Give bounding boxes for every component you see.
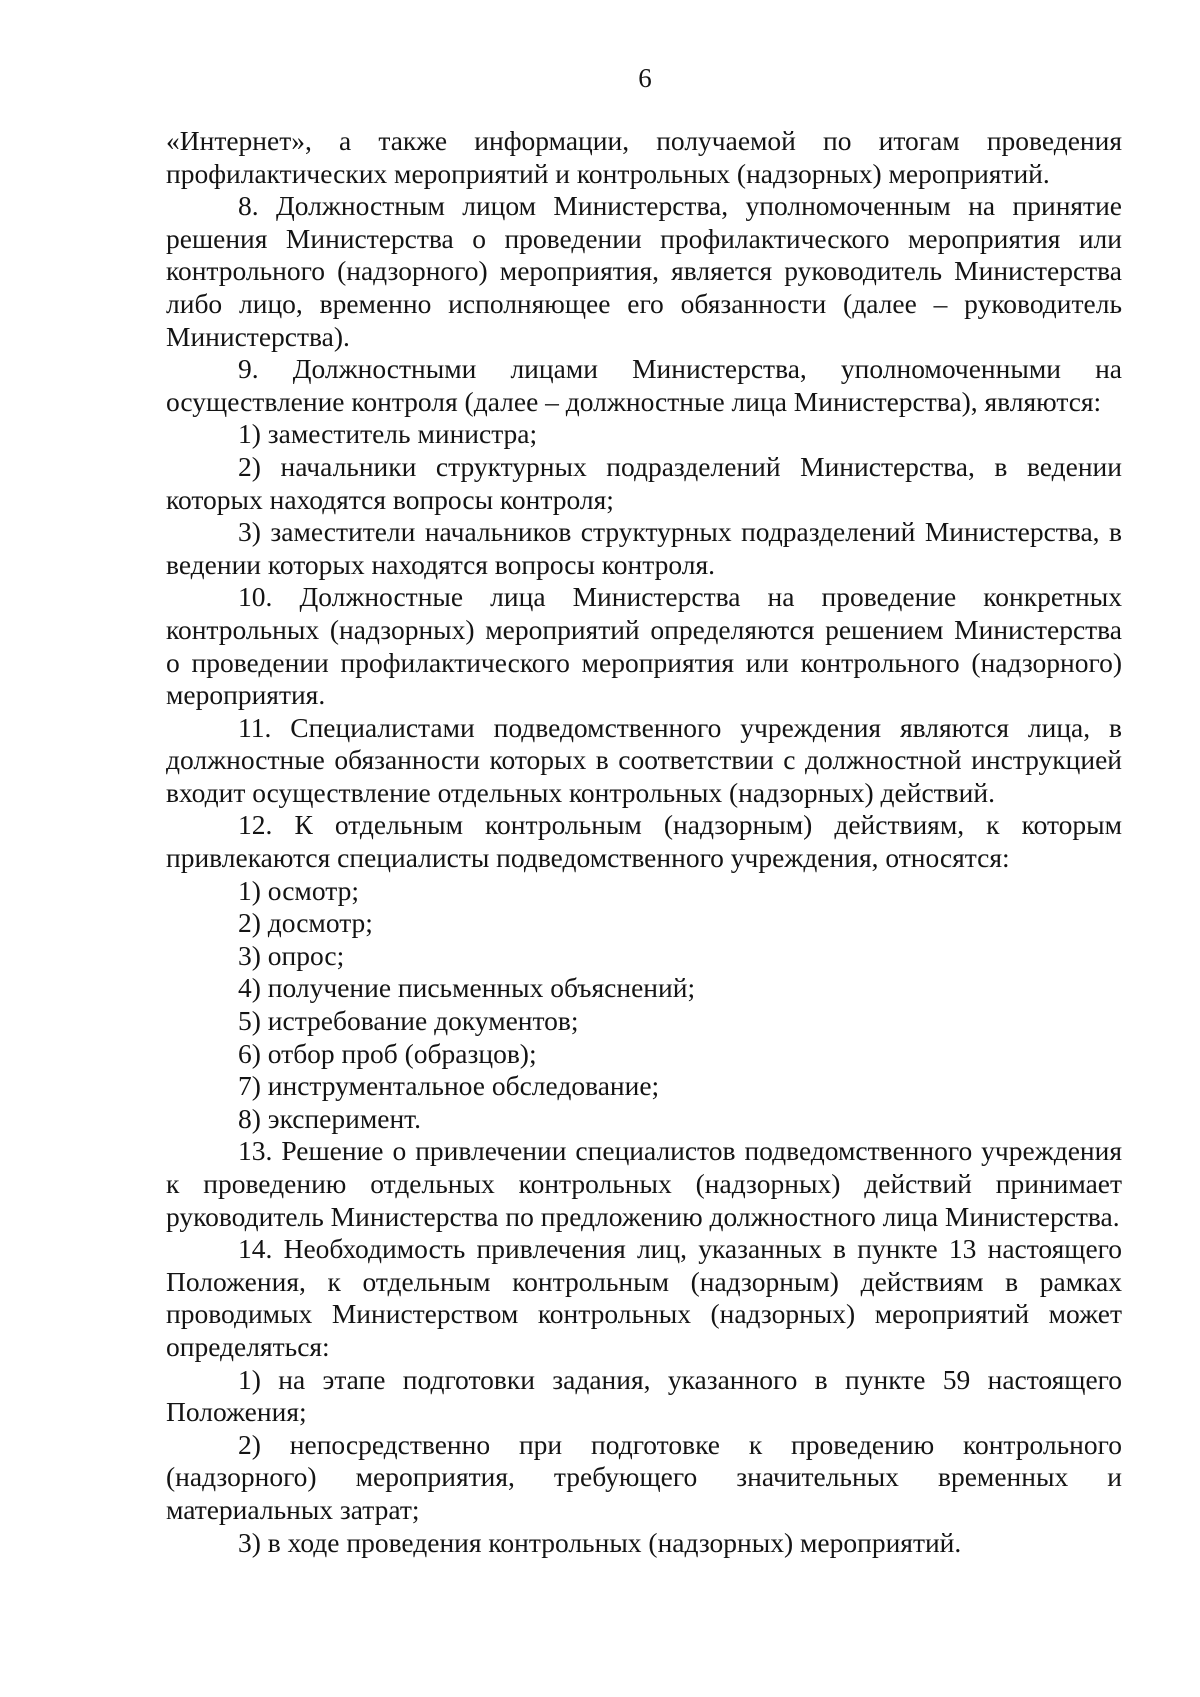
list-item-14-2: 2) непосредственно при подготовке к проведению контрольного (надзорного) мероприятия, требующего значительных временных и материальных затрат; [166, 1428, 1122, 1525]
list-item-12-8: 8) эксперимент. [238, 1102, 422, 1134]
paragraph-item-8: 8. Должностным лицом Министерства, уполномоченным на принятие решения Министерства о проведении профилактического мероприятия или контрольного (надзорного) мероприятия, является руководитель Министерства либо лицо, временно исполняющее его обязанности (далее – руководитель Министерства). [166, 190, 1122, 352]
paragraph-item-10: 10. Должностные лица Министерства на проведение конкретных контрольных (надзорных) мероприятий определяются решением Министерства о проведении профилактического мероприятия или контрольного (надзорного) мероприятия. [166, 581, 1122, 711]
paragraph-item-14: 14. Необходимость привлечения лиц, указанных в пункте 13 настоящего Положения, к отдельным контрольным (надзорным) действиям в рамках проводимых Министерством контрольных (надзорных) мероприятий может определяться: [166, 1233, 1122, 1362]
list-item-9-1: 1) заместитель министра; [238, 418, 538, 450]
paragraph-item-11: 11. Специалистами подведомственного учреждения являются лица, в должностные обязанности которых в соответствии с должностной инструкцией входит осуществление отдельных контрольных (надзорных) действий. [166, 711, 1122, 808]
paragraph-item-12: 12. К отдельным контрольным (надзорным) действиям, к которым привлекаются специалисты подведомственного учреждения, относятся: [166, 809, 1122, 874]
list-item-14-3: 3) в ходе проведения контрольных (надзорных) мероприятий. [238, 1526, 962, 1558]
list-item-12-3: 3) опрос; [238, 939, 345, 971]
document-body [166, 125, 1122, 1559]
list-item-12-5: 5) истребование документов; [238, 1005, 579, 1037]
list-item-12-4: 4) получение письменных объяснений; [238, 972, 696, 1004]
list-item-12-1: 1) осмотр; [238, 874, 359, 906]
paragraph-internet-continuation: «Интернет», а также информации, получаемой по итогам проведения профилактических мероприятий и контрольных (надзорных) мероприятий. [166, 125, 1122, 189]
list-item-14-1: 1) на этапе подготовки задания, указанного в пункте 59 настоящего Положения; [166, 1363, 1122, 1428]
list-item-12-2: 2) досмотр; [238, 907, 373, 939]
list-item-12-6: 6) отбор проб (образцов); [238, 1037, 537, 1069]
list-item-9-2: 2) начальники структурных подразделений Министерства, в ведении которых находятся вопросы контроля; [166, 450, 1122, 515]
list-item-9-3: 3) заместители начальников структурных подразделений Министерства, в ведении которых находятся вопросы контроля. [166, 516, 1122, 580]
list-item-12-7: 7) инструментальное обследование; [238, 1070, 660, 1102]
paragraph-item-13: 13. Решение о привлечении специалистов подведомственного учреждения к проведению отдельных контрольных (надзорных) действий принимает руководитель Министерства по предложению должностного лица Министерства. [166, 1135, 1122, 1232]
page-number: 6 [638, 63, 652, 93]
paragraph-item-9: 9. Должностными лицами Министерства, уполномоченными на осуществление контроля (далее – должностные лица Министерства), являются: [166, 353, 1122, 417]
